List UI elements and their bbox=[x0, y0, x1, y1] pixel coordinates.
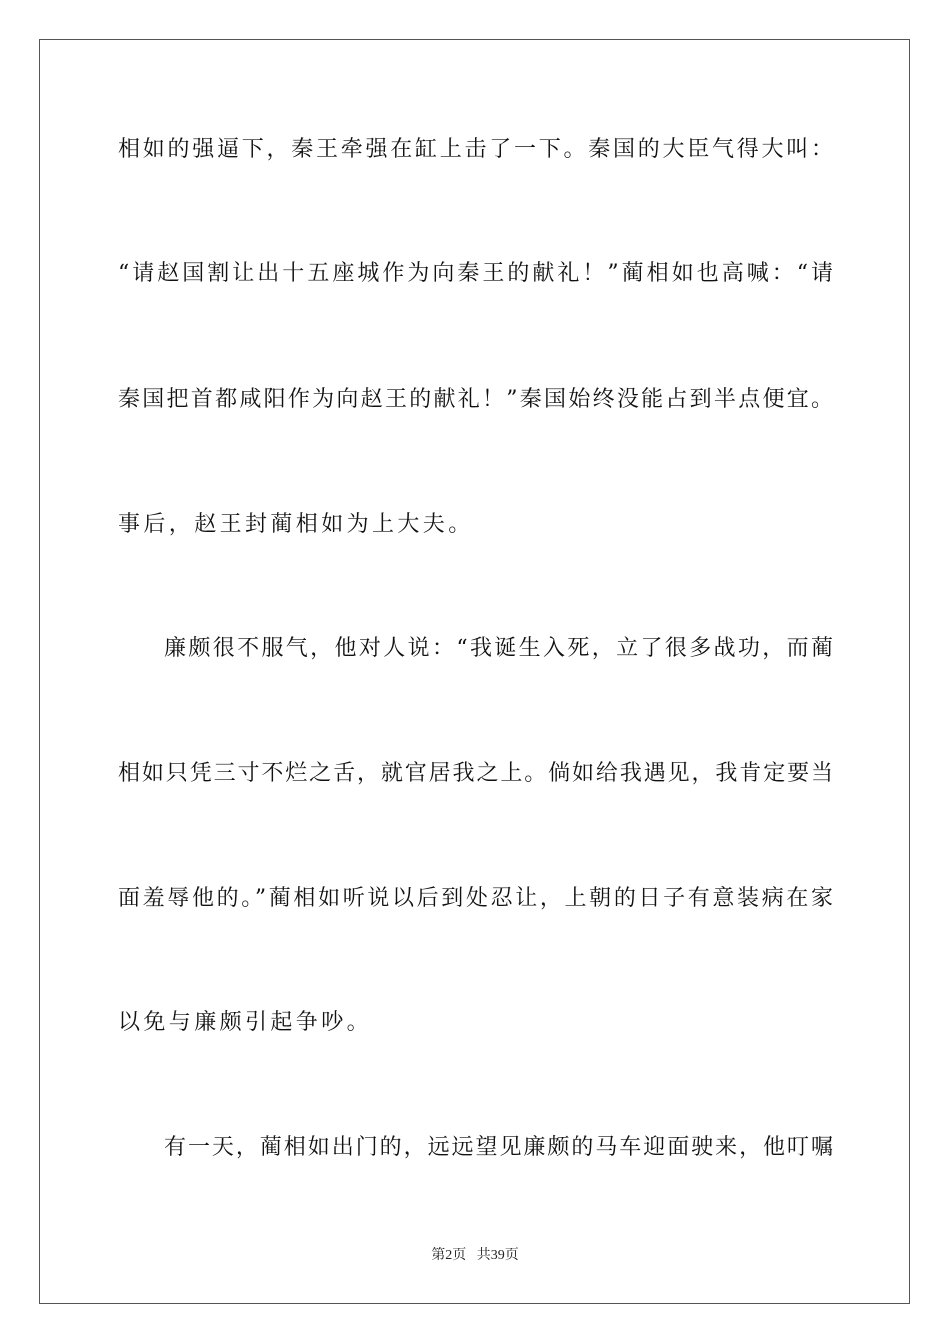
page-total: 共39页 bbox=[476, 1248, 519, 1263]
page-footer bbox=[0, 1246, 950, 1266]
paragraph-first-line: 有一天，蔺相如出门的，远远望见廉颇的马车迎面驶来，他叮嘱 bbox=[164, 1135, 833, 1160]
text-line: 以免与廉颇引起争吵。 bbox=[118, 1010, 373, 1035]
page-border bbox=[39, 39, 910, 1304]
text-line: 事后，赵王封蔺相如为上大夫。 bbox=[118, 512, 474, 537]
text-line: 面羞辱他的。”蔺相如听说以后到处忍让，上朝的日子有意装病在家 bbox=[118, 886, 833, 911]
text-line: 相如的强逼下，秦王牵强在缸上击了一下。秦国的大臣气得大叫： bbox=[118, 137, 833, 162]
text-line: “请赵国割让出十五座城作为向秦王的献礼！”蔺相如也高喊：“请 bbox=[118, 261, 833, 286]
paragraph-first-line: 廉颇很不服气，他对人说：“我诞生入死，立了很多战功，而蔺 bbox=[164, 636, 833, 661]
page-number: 第2页 bbox=[431, 1248, 467, 1263]
text-line: 相如只凭三寸不烂之舌，就官居我之上。倘如给我遇见，我肯定要当 bbox=[118, 761, 833, 786]
text-line: 秦国把首都咸阳作为向赵王的献礼！”秦国始终没能占到半点便宜。 bbox=[118, 387, 833, 412]
